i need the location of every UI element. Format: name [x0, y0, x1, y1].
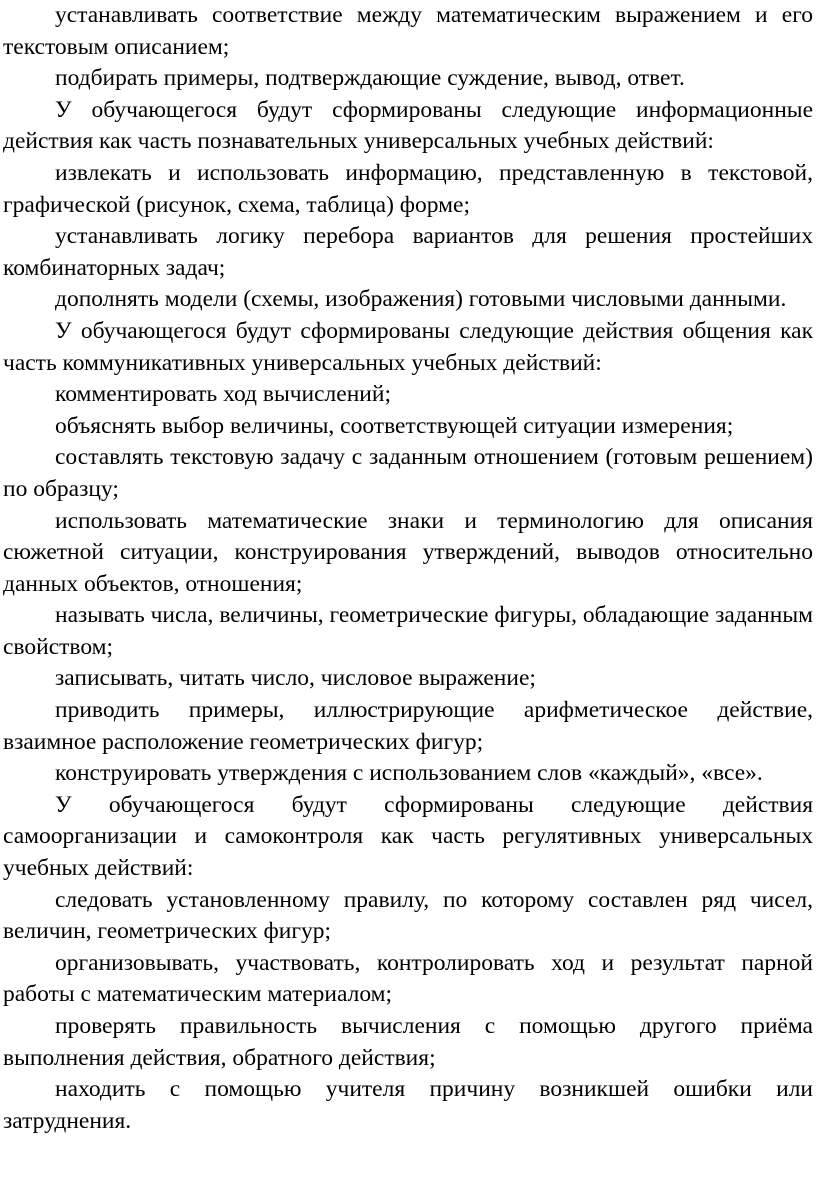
paragraph-2: подбирать примеры, подтверждающие суждение, вывод, ответ. — [55, 65, 685, 92]
paragraph-7: У обучающегося будут сформированы следующие действия общения как часть коммуникативных универсальных учебных действий: — [3, 317, 813, 376]
paragraph-12: называть числа, величины, геометрические фигуры, обладающие заданным свойством; — [3, 602, 813, 660]
paragraph-1: устанавливать соответствие между математическим выражением и его текстовым описанием; — [3, 2, 813, 60]
paragraph-3: У обучающегося будут сформированы следующие информационные действия как часть познавательных универсальных учебных действий: — [3, 96, 813, 155]
paragraph-6: дополнять модели (схемы, изображения) готовыми числовыми данными. — [55, 286, 787, 313]
paragraph-16: У обучающегося будут сформированы следующие действия самоорганизации и самоконтроля как часть регулятивных универсальных учебных действий: — [3, 791, 813, 882]
paragraph-20: находить с помощью учителя причину возникшей ошибки или затруднения. — [3, 1076, 813, 1134]
paragraph-8: комментировать ход вычислений; — [55, 381, 391, 408]
paragraph-18: организовывать, участвовать, контролировать ход и результат парной работы с математическим материалом; — [3, 949, 813, 1008]
paragraph-10: составлять текстовую задачу с заданным отношением (готовым решением) по образцу; — [3, 444, 813, 502]
paragraph-14: приводить примеры, иллюстрирующие арифметическое действие, взаимное расположение геометрических фигур; — [3, 697, 813, 755]
paragraph-19: проверять правильность вычисления с помощью другого приёма выполнения действия, обратного действия; — [3, 1013, 813, 1071]
paragraph-5: устанавливать логику перебора вариантов для решения простейших комбинаторных задач; — [3, 223, 813, 281]
paragraph-15: конструировать утверждения с использованием слов «каждый», «все». — [55, 760, 763, 787]
paragraph-17: следовать установленному правилу, по которому составлен ряд чисел, величин, геометрических фигур; — [3, 886, 813, 945]
paragraph-11: использовать математические знаки и терминологию для описания сюжетной ситуации, конструирования утверждений, выводов относительно данных объектов, отношения; — [3, 507, 813, 597]
paragraph-9: объяснять выбор величины, соответствующей ситуации измерения; — [55, 412, 734, 439]
paragraph-13: записывать, читать число, числовое выражение; — [55, 665, 536, 692]
paragraph-4: извлекать и использовать информацию, представленную в текстовой, графической (рисунок, схема, таблица) форме; — [3, 159, 813, 218]
